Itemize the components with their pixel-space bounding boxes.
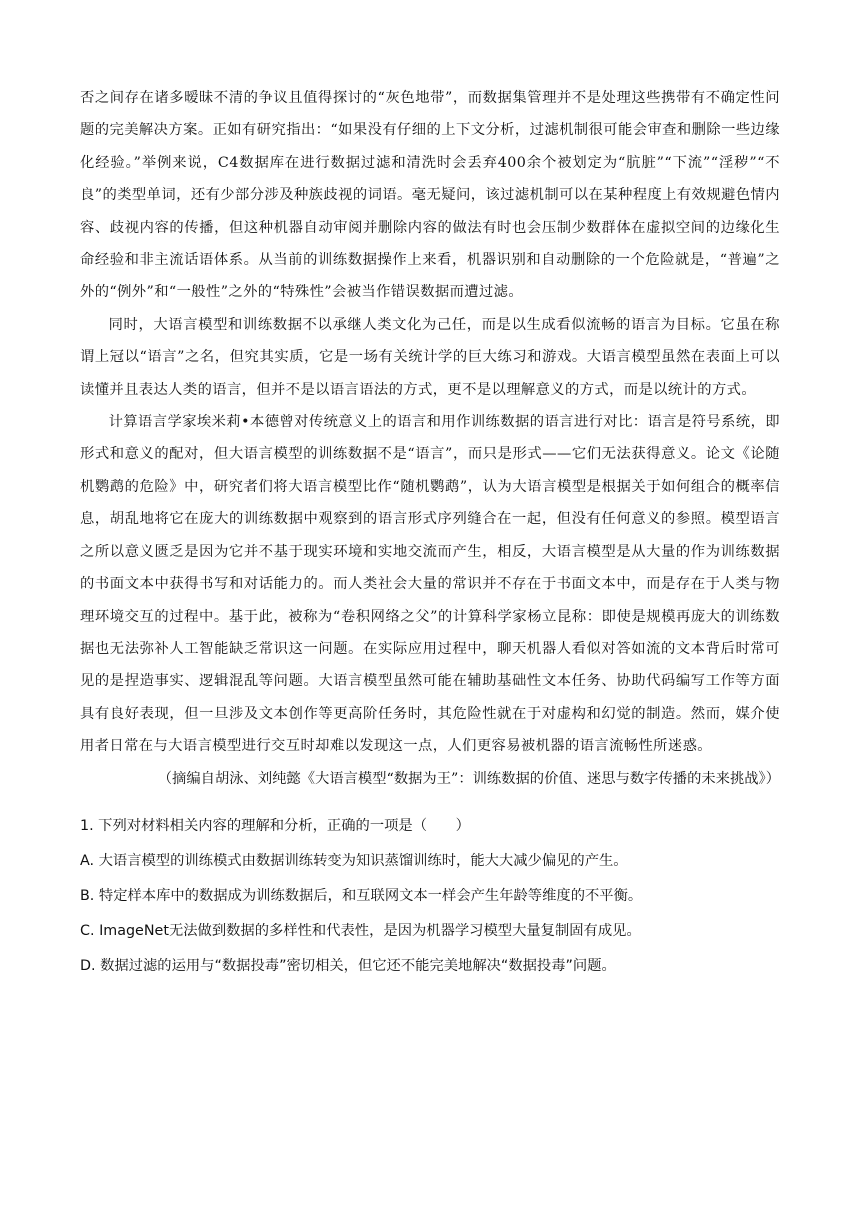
source-citation: （摘编自胡泳、刘纯懿《大语言模型“数据为王”：训练数据的价值、迷思与数字传播的未来挑战》） (157, 770, 780, 787)
passage (80, 82, 780, 984)
option-c: C. ImageNet无法做到数据的多样性和代表性，是因为机器学习模型大量复制固有成见。 (80, 922, 641, 939)
option-d: D. 数据过滤的运用与“数据投毒”密切相关，但它还不能完美地解决“数据投毒”问题。 (80, 957, 616, 974)
paragraph-1: 否之间存在诸多暧昧不清的争议且值得探讨的“灰色地带”，而数据集管理并不是处理这些携带有不确定性问题的完美解决方案。正如有研究指出：“如果没有仔细的上下文分析，过滤机制很可能会审查和删除一些边缘化经验。”举例来说，C4数据库在进行数据过滤和清洗时会丢弃400余个被划定为“肮脏”“下流”“淫秽”“不良”的类型单词，还有少部分涉及种族歧视的词语。毫无疑问，该过滤机制可以在某种程度上有效规避色情内容、歧视内容的传播，但这种机器自动审阅并删除内容的做法有时也会压制少数群体在虚拟空间的边缘化生命经验和非主流话语体系。从当前的训练数据操作上来看，机器识别和自动删除的一个危险就是，“普遍”之外的“例外”和“一般性”之外的“特殊性”会被当作错误数据而遭过滤。 (80, 90, 780, 301)
option-a: A. 大语言模型的训练模式由数据训练转变为知识蒸馏训练时，能大大减少偏见的产生。 (80, 852, 628, 869)
question-stem: 1. 下列对材料相关内容的理解和分析，正确的一项是（ ） (80, 817, 470, 834)
paragraph-2: 同时，大语言模型和训练数据不以承继人类文化为己任，而是以生成看似流畅的语言为目标。它虽在称谓上冠以“语言”之名，但究其实质，它是一场有关统计学的巨大练习和游戏。大语言模型虽然在表面上可以读懂并且表达人类的语言，但并不是以语言语法的方式，更不是以理解意义的方式，而是以统计的方式。 (80, 316, 780, 398)
option-b: B. 特定样本库中的数据成为训练数据后，和互联网文本一样会产生年龄等维度的不平衡。 (80, 887, 643, 904)
question-1 (80, 809, 780, 984)
paragraph-3: 计算语言学家埃米莉•本德曾对传统意义上的语言和用作训练数据的语言进行对比：语言是符号系统，即形式和意义的配对，但大语言模型的训练数据不是“语言”，而只是形式——它们无法获得意义。论文《论随机鹦鹉的危险》中，研究者们将大语言模型比作“随机鹦鹉”，认为大语言模型是根据关于如何组合的概率信息，胡乱地将它在庞大的训练数据中观察到的语言形式序列缝合在一起，但没有任何意义的参照。模型语言之所以意义匮乏是因为它并不基于现实环境和实地交流而产生，相反，大语言模型是从大量的作为训练数据的书面文本中获得书写和对话能力的。而人类社会大量的常识并不存在于书面文本中，而是存在于人类与物理环境交互的过程中。基于此，被称为“卷积网络之父”的计算科学家杨立昆称：即使是规模再庞大的训练数据也无法弥补人工智能缺乏常识这一问题。在实际应用过程中，聊天机器人看似对答如流的文本背后时常可见的是捏造事实、逻辑混乱等问题。大语言模型虽然可能在辅助基础性文本任务、协助代码编写工作等方面具有良好表现，但一旦涉及文本创作等更高阶任务时，其危险性就在于对虚构和幻觉的制造。然而，媒介使用者日常在与大语言模型进行交互时却难以发现这一点，人们更容易被机器的语言流畅性所迷惑。 (80, 414, 780, 755)
